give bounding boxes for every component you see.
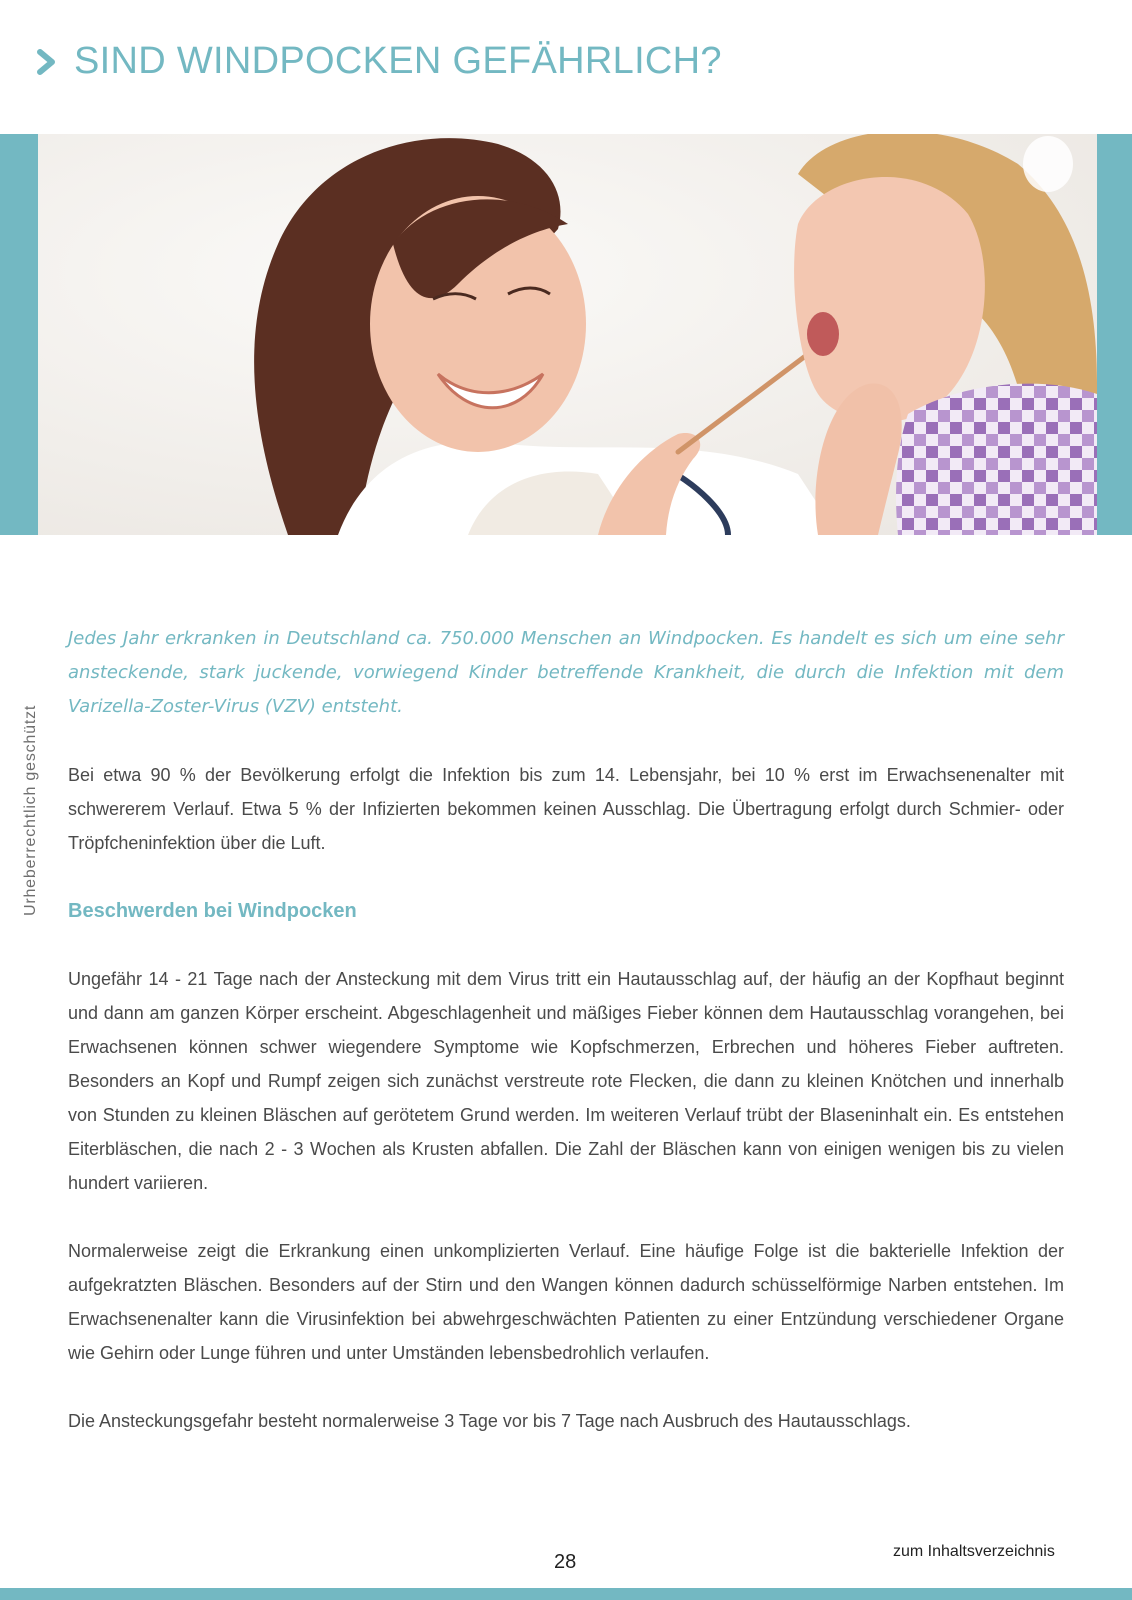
body-paragraph-1: Bei etwa 90 % der Bevölkerung erfolgt die Infektion bis zum 14. Lebensjahr, bei 10 % erst im Erwachsenenalter mit schwererem Verlauf. Etwa 5 % der Infizierten bekommen keinen Ausschlag. Die Übertragung erfolgt durch Schmier- oder Tröpfcheninfektion über die Luft. <box>68 765 1064 853</box>
copyright-side-label: Urheberrechtlich geschützt <box>22 704 39 916</box>
accent-band-left <box>0 134 38 535</box>
bottom-accent-bar <box>0 1588 1132 1600</box>
body-paragraph-2: Ungefähr 14 - 21 Tage nach der Ansteckung mit dem Virus tritt ein Hautausschlag auf, der häufig an der Kopfhaut beginnt und dann am ganzen Körper erscheint. Abgeschlagenheit und mäßiges Fieber können dem Hautausschlag vorangehen, bei Erwachsenen können schwer wiegendere Symptome wie Kopfschmerzen, Erbrechen und höheres Fieber auftreten. Besonders an Kopf und Rumpf zeigen sich zunächst verstreute rote Flecken, die dann zu kleinen Knötchen und innerhalb von Stunden zu kleinen Bläschen auf gerötetem Grund werden. Im weiteren Verlauf trübt der Blaseninhalt ein. Es entstehen Eiterbläschen, die nach 2 - 3 Wochen als Krusten abfallen. Die Zahl der Bläschen kann von einigen wenigen bis zu vielen hundert variieren. <box>68 969 1064 1193</box>
body-paragraph-4: Die Ansteckungsgefahr besteht normalerweise 3 Tage vor bis 7 Tage nach Ausbruch des Hautausschlags. <box>68 1411 911 1431</box>
accent-band-right <box>1097 134 1132 535</box>
page-header <box>36 40 722 83</box>
page-number: 28 <box>554 1551 577 1573</box>
page-title: SIND WINDPOCKEN GEFÄHRLICH? <box>74 40 722 82</box>
chevron-right-icon <box>36 48 58 76</box>
section-heading: Beschwerden bei Windpocken <box>68 900 357 922</box>
intro-paragraph: Jedes Jahr erkranken in Deutschland ca. 750.000 Menschen an Windpocken. Es handelt es sich um eine sehr ansteckende, stark juckende, vorwiegend Kinder betreffende Krankheit, die durch die Infektion mit dem Varizella-Zoster-Virus (VZV) entsteht. <box>68 628 1064 717</box>
body-paragraph-3: Normalerweise zeigt die Erkrankung einen unkomplizierten Verlauf. Eine häufige Folge ist die bakterielle Infektion der aufgekratzten Bläschen. Besonders auf der Stirn und den Wangen können dadurch schüsselförmige Narben entstehen. Im Erwachsenenalter kann die Virusinfektion bei abwehrgeschwächten Patienten zu einer Entzündung verschiedener Organe wie Gehirn oder Lunge führen und unter Umständen lebensbedrohlich verlaufen. <box>68 1241 1064 1363</box>
main-content <box>68 622 1064 1472</box>
table-of-contents-link[interactable]: zum Inhaltsverzeichnis <box>893 1543 1055 1560</box>
doctor-child-photo <box>38 134 1097 535</box>
